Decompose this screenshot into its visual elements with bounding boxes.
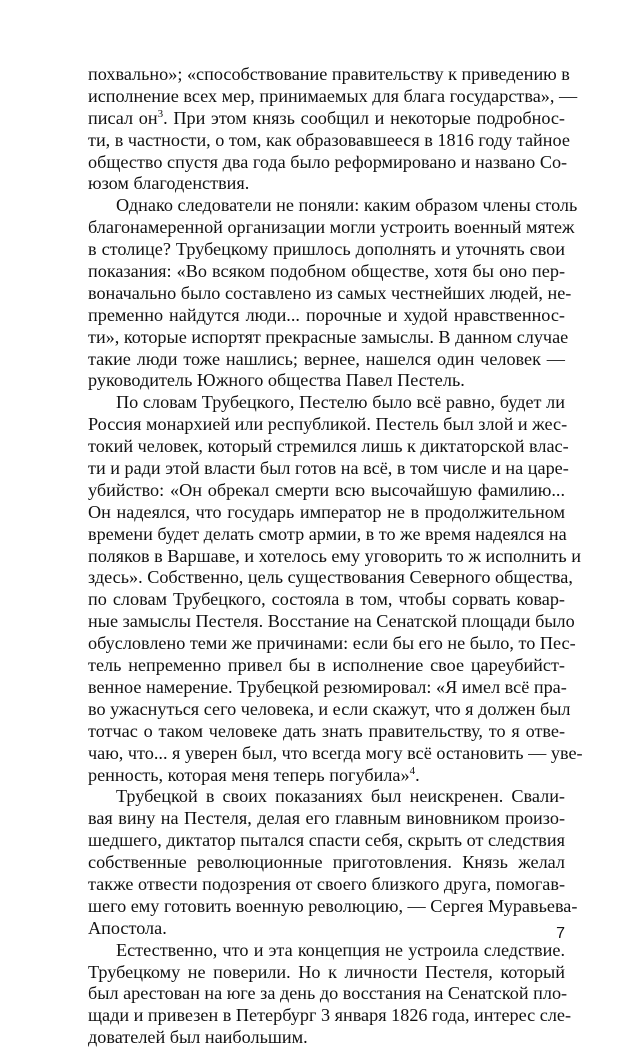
text-line: похвально»; «способствование правительству к приведению в (88, 64, 570, 84)
paragraph (88, 195, 578, 392)
text-line: шего ему готовить военную революцию, — Сергея Муравьева- (88, 895, 578, 916)
paragraph (88, 392, 583, 786)
text-line: ти», которые испортят прекрасные замыслы. В данном случае (88, 326, 569, 347)
paragraph (88, 64, 578, 195)
text-line: Естественно, что и эта концепция не устроила следствие. (116, 939, 565, 960)
text-line: чаю, что... я уверен был, что всегда могу всё остановить — уве- (88, 742, 583, 763)
text-segment: . (415, 764, 420, 785)
text-line: дователей был наибольшим. (88, 1027, 308, 1048)
text-line: ти, в частности, о том, как образовавшееся в 1816 году тайное (88, 129, 570, 150)
text-line: воначально было составлено из самых честнейших людей, не- (88, 282, 572, 303)
page-text-body (88, 64, 583, 1049)
text-line: исполнение всех мер, принимаемых для блага государства», — (88, 85, 578, 106)
text-line: щади и привезен в Петербург 3 января 1826 года, интерес сле- (88, 1005, 572, 1026)
text-line: шедшего, диктатор пытался спасти себя, скрыть от следствия (88, 830, 565, 851)
text-segment: . При этом князь сообщил и некоторые подробнос- (163, 107, 565, 128)
text-line: был арестован на юге за день до восстания на Сенатской пло- (88, 983, 568, 1004)
text-line: вая вину на Пестеля, делая его главным виновником произо- (88, 808, 565, 829)
text-line: здесь». Собственно, цель существования Северного общества, (88, 567, 573, 588)
text-line: Однако следователи не поняли: каким образом члены столь (116, 195, 578, 216)
text-line: Трубецкой в своих показаниях был неискренен. Свали- (116, 786, 565, 807)
text-line: ные замыслы Пестеля. Восстание на Сенатской площади было (88, 611, 575, 632)
text-line: руководитель Южного общества Павел Пестель. (88, 370, 465, 391)
text-line: показания: «Во всяком подобном обществе, хотя бы оно пер- (88, 261, 565, 282)
text-line: Апостола. (88, 917, 167, 938)
page-number: 7 (556, 925, 565, 942)
paragraph (88, 786, 578, 939)
text-line: обусловлено теми же причинами: если бы его не было, то Пес- (88, 633, 576, 654)
text-line: тель непременно привел бы в исполнение свое цареубийст- (88, 655, 565, 676)
paragraph (88, 939, 572, 1049)
text-line: венное намерение. Трубецкой резюмировал: «Я имел всё пра- (88, 676, 567, 697)
text-line: По словам Трубецкого, Пестелю было всё равно, будет ли (116, 392, 565, 413)
text-line: тотчас о таком человеке дать знать правительству, то я отве- (88, 720, 565, 741)
text-line: Он надеялся, что государь император не в продолжительном (88, 501, 565, 522)
text-line: времени будет делать смотр армии, в то же время надеялся на (88, 523, 567, 544)
text-line: Россия монархией или республикой. Пестель был злой и жес- (88, 414, 568, 435)
text-line: собственные революционные приготовления. Князь желал (88, 852, 565, 873)
text-line: такие люди тоже нашлись; вернее, нашелся один человек — (88, 348, 565, 369)
text-line: во ужаснуться сего человека, и если скажут, что я должен был (88, 698, 571, 719)
text-line (88, 108, 565, 130)
footnote-marker: 3 (157, 107, 164, 120)
text-line: Трубецкому не поверили. Но к личности Пестеля, который (88, 961, 565, 982)
text-line: убийство: «Он обрекал смерти всю высочайшую фамилию... (88, 479, 565, 500)
text-segment: писал он (88, 107, 158, 128)
footnote-marker: 4 (409, 764, 416, 777)
text-segment: ренность, которая меня теперь погубила» (88, 764, 410, 785)
text-line: также отвести подозрения от своего близкого друга, помогав- (88, 873, 565, 894)
text-line: благонамеренной организации могли устроить военный мятеж (88, 217, 575, 238)
text-line: по словам Трубецкого, состояла в том, чтобы сорвать ковар- (88, 589, 565, 610)
text-line: ти и ради этой власти был готов на всё, в том числе и на царе- (88, 458, 569, 479)
text-line: в столице? Трубецкому пришлось дополнять и уточнять свои (88, 239, 565, 260)
text-line: юзом благоденствия. (88, 173, 250, 194)
text-line: пременно найдутся люди... порочные и худой нравственнос- (88, 304, 565, 325)
text-line: общество спустя два года было реформировано и названо Со- (88, 151, 568, 172)
text-line: токий человек, который стремился лишь к диктаторской влас- (88, 436, 569, 457)
text-line: поляков в Варшаве, и хотелось ему уговорить то ж исполнить и (88, 545, 581, 566)
text-line (88, 765, 565, 787)
